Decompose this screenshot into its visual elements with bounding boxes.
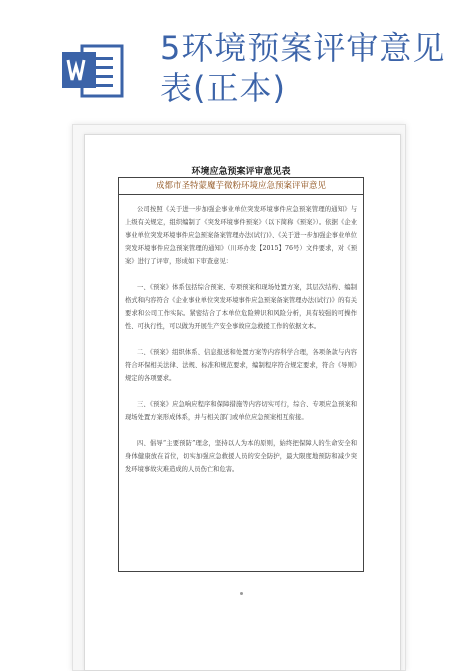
review-table — [118, 177, 364, 572]
page-marker — [240, 592, 243, 595]
page-header — [0, 0, 474, 118]
table-body — [119, 195, 363, 476]
opinion-paragraph-2: 二、《预案》组织体系、信息报送和处置方案等内容科学合理，各项条款与内容符合环保相关法律、法规、标准和规范要求，编制程序符合规定要求，符合《导则》规定的各项要求。 — [125, 349, 357, 382]
opinion-paragraph-3: 三、《预案》应急响应程序和保障措施等内容切实可行，综合、专项应急预案和现场处置方案形成体系，并与相关部门或单位应急预案相互衔接。 — [125, 401, 357, 421]
intro-paragraph: 公司按照《关于进一步加强企事业单位突发环境事件应急预案管理的通知》与上级有关规定，组织编制了《突发环境事件预案》（以下简称《预案》）。依据《企业事业单位突发环境事件应急预案备案管理办法(试行)》、《关于进一步加强企事业单位突发环境事件应急预案管理的通知》（川环办发【2015】76号）文件要求，对《预案》进行了评审，形成如下审查意见： — [125, 206, 357, 265]
word-document-icon — [62, 42, 124, 100]
opinion-paragraph-4: 四、倡导“主要预防”理念，坚持以人为本的原则，始终把保障人的生命安全和身体健康放在首位，切实加强应急救援人员的安全防护，最大限度地预防和减少突发环境事故灾难造成的人员伤亡和危害。 — [125, 440, 357, 473]
opinion-paragraph-1: 一、《预案》体系包括综合预案、专项预案和现场处置方案，其层次结构、编制格式和内容符合《企业事业单位突发环境事件应急预案备案管理办法(试行)》的有关要求和公司工作实际。紧密结合了本单位危险辨识和风险分析，具有较强的可操作性、可执行性，可以做为开展生产安全事故应急救援工作的依据文本。 — [125, 284, 357, 330]
page-title: 5环境预案评审意见表(正本) — [160, 29, 446, 107]
table-title: 成都市圣特蒙魔芋微粉环境应急预案评审意见 — [119, 178, 363, 195]
document-heading: 环境应急预案评审意见表 — [191, 167, 291, 177]
